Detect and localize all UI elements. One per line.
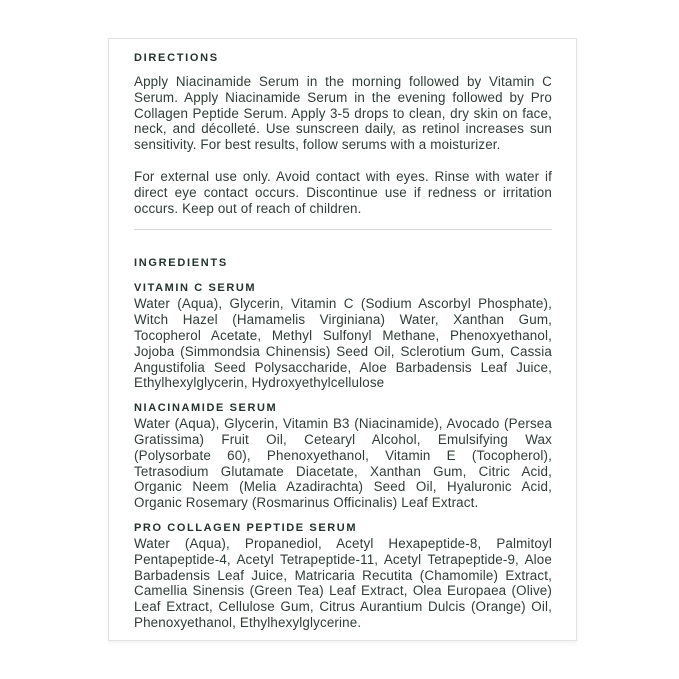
- directions-paragraph: Apply Niacinamide Serum in the morning followed by Vitamin C Serum. Apply Niacinamide Serum in the evening followed by Pro Collagen Peptide Serum. Apply 3-5 drops to clean, dry skin on face, neck, and décolleté. Use sunscreen daily, as retinol increases sun sensitivity. For best results, follow serums with a moisturizer.: [134, 74, 552, 153]
- ingredient-section-vitamin-c: [134, 282, 552, 391]
- ingredient-list-text: Water (Aqua), Glycerin, Vitamin C (Sodium Ascorbyl Phosphate), Witch Hazel (Hamamelis Virginiana) Water, Xanthan Gum, Tocopherol Acetate, Methyl Sulfonyl Methane, Phenoxyethanol, Jojoba (Simmondsia Chinensis) Seed Oil, Sclerotium Gum, Cassia Angustifolia Seed Polysaccharide, Aloe Barbadensis Leaf Juice, Ethylhexylglycerin, Hydroxyethylcellulose: [134, 296, 552, 391]
- ingredient-section-name: VITAMIN C SERUM: [134, 282, 257, 295]
- ingredient-section-pro-collagen: [134, 522, 552, 631]
- ingredients-heading: INGREDIENTS: [134, 257, 228, 270]
- ingredient-list-text: Water (Aqua), Propanediol, Acetyl Hexapeptide-8, Palmitoyl Pentapeptide-4, Acetyl Tetrapeptide-11, Acetyl Tetrapeptide-9, Aloe Barbadensis Leaf Juice, Matricaria Recutita (Chamomile) Extract, Camellia Sinensis (Green Tea) Leaf Extract, Olea Europaea (Olive) Leaf Extract, Cellulose Gum, Citrus Aurantium Dulcis (Orange) Oil, Phenoxyethanol, Ethylhexylglycerine.: [134, 535, 552, 630]
- ingredient-list-text: Water (Aqua), Glycerin, Vitamin B3 (Niacinamide), Avocado (Persea Gratissima) Fruit Oil, Cetearyl Alcohol, Emulsifying Wax (Polysorbate 60), Phenoxyethanol, Vitamin E (Tocopherol), Tetrasodium Glutamate Diacetate, Xanthan Gum, Citric Acid, Organic Neem (Melia Azadirachta) Seed Oil, Hyaluronic Acid, Organic Rosemary (Rosmarinus Officinalis) Leaf Extract.: [134, 416, 552, 511]
- ingredient-section-name: NIACINAMIDE SERUM: [134, 402, 278, 415]
- directions-heading: DIRECTIONS: [134, 52, 219, 64]
- ingredient-section-name: PRO COLLAGEN PEPTIDE SERUM: [134, 521, 358, 534]
- section-divider: [134, 229, 552, 230]
- product-info-card: [108, 38, 577, 641]
- ingredient-section-niacinamide: [134, 402, 552, 511]
- usage-warning-paragraph: For external use only. Avoid contact with eyes. Rinse with water if direct eye contact occurs. Discontinue use if redness or irritation occurs. Keep out of reach of children.: [134, 168, 552, 216]
